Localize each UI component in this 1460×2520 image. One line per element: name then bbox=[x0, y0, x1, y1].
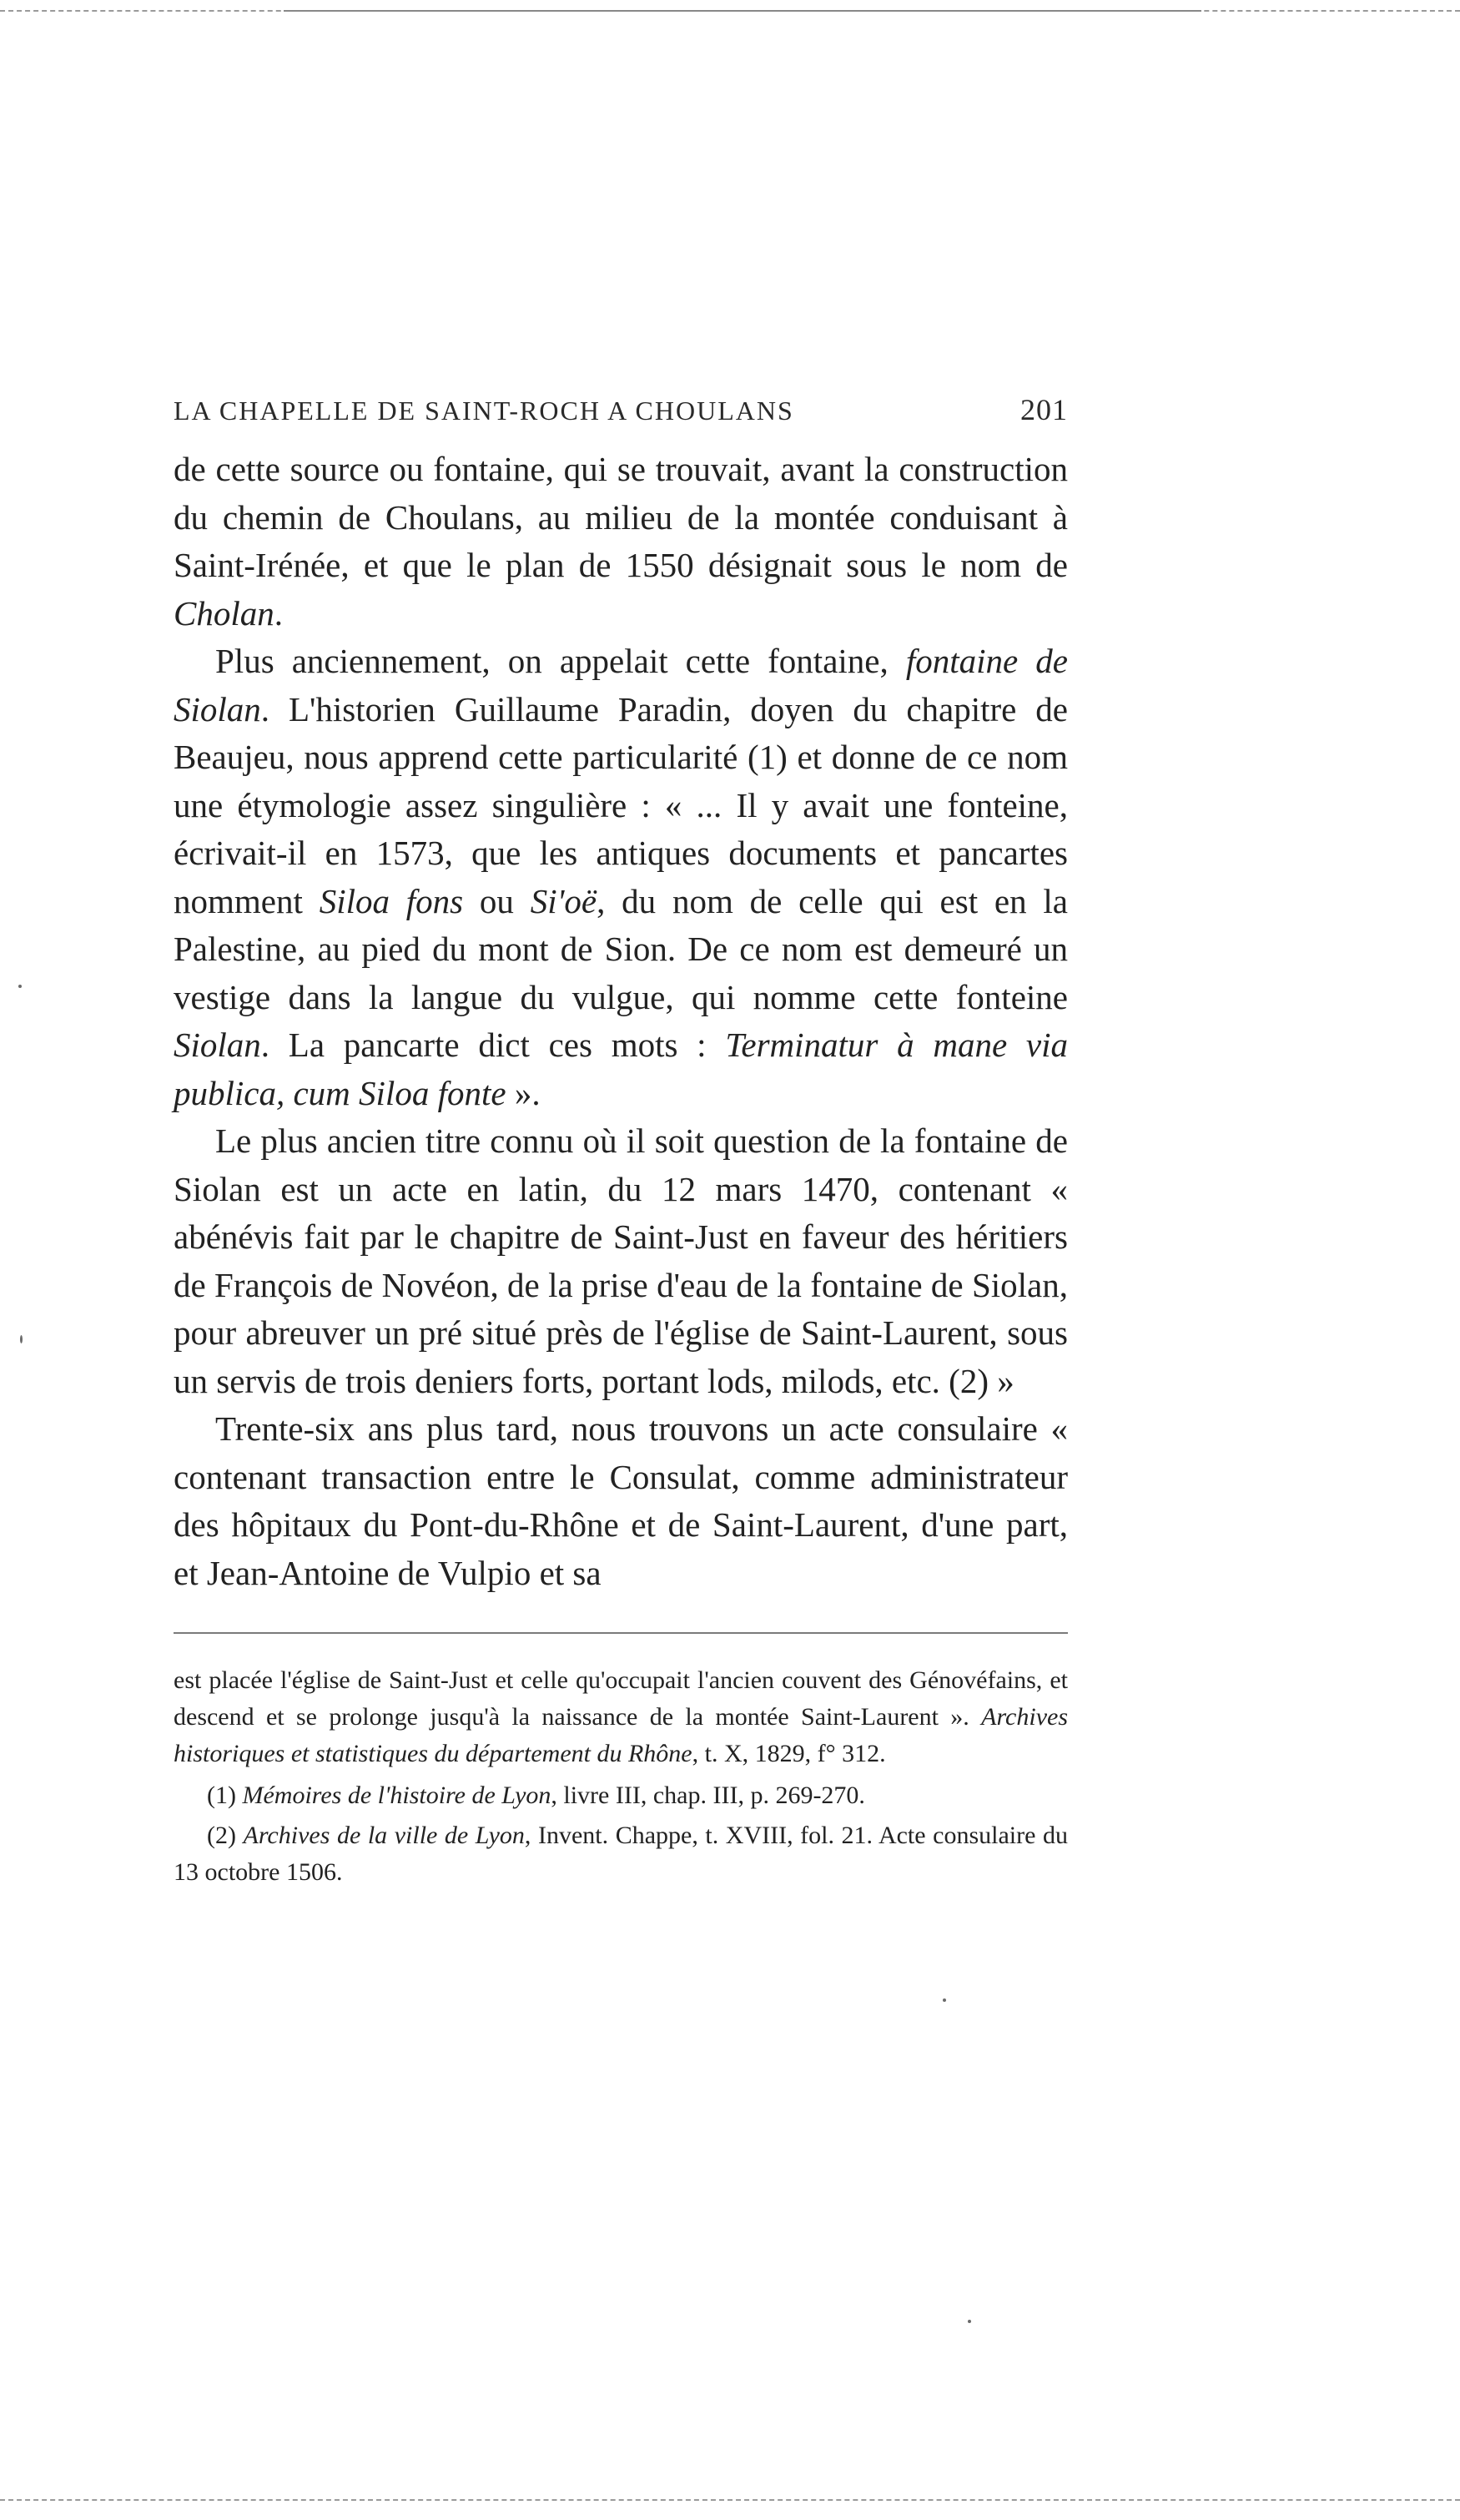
italic-run: fontaine de Siolan bbox=[174, 642, 1068, 728]
scan-speck bbox=[943, 1998, 946, 2002]
text-run: , Invent. Chappe, t. XVIII, fol. 21. Acte consulaire du 13 octobre 1506. bbox=[174, 1822, 1068, 1886]
italic-run: Si'oë bbox=[530, 881, 597, 920]
text-run: ». bbox=[506, 1073, 541, 1112]
text-run: , t. X, 1829, f° 312. bbox=[692, 1740, 886, 1767]
text-run: . L'historien Guillaume Paradin, doyen du chapitre de Beaujeu, nous apprend cette particularité (1) et donne de ce nom une étymologie assez singulière : « ... Il y avait une fonteine, écrivait-il en 1573, que les antiques documents et pancartes nomment bbox=[174, 689, 1068, 920]
italic-run: Siloa fons bbox=[319, 881, 464, 920]
running-head bbox=[174, 392, 1068, 427]
italic-run: Terminatur à mane via publica, cum Siloa fonte bbox=[174, 1026, 1069, 1112]
footnote-rule bbox=[174, 1632, 1068, 1634]
text-run: , du nom de celle qui est en la Palestine, au pied du mont de Sion. De ce nom est demeuré un vestige dans la langue du vulgue, qui nomme cette fonteine bbox=[174, 881, 1069, 1016]
italic-run: Siolan bbox=[174, 1026, 261, 1064]
footnote-marker: (1) bbox=[207, 1782, 243, 1809]
paragraph-1 bbox=[174, 446, 1068, 638]
italic-run: Mémoires de l'histoire de Lyon bbox=[242, 1782, 551, 1809]
text-run: . bbox=[274, 593, 283, 633]
page-number: 201 bbox=[1020, 393, 1068, 426]
body-text bbox=[174, 446, 1068, 1597]
scan-speck bbox=[968, 2320, 971, 2323]
text-run: ou bbox=[463, 881, 531, 920]
scan-top-line bbox=[284, 10, 1201, 12]
paragraph-4: Trente-six ans plus tard, nous trouvons un acte consulaire « contenant transaction entre le Consulat, comme administrateur des hôpitaux du Pont-du-Rhône et de Saint-Laurent, d'une part, et Jean-Antoine de Vulpio et sa bbox=[174, 1409, 1068, 1592]
footnote-2 bbox=[174, 1817, 1068, 1891]
paragraph-3: Le plus ancien titre connu où il soit question de la fontaine de Siolan est un acte en latin, du 12 mars 1470, contenant « abénévis fait par le chapitre de Saint-Just en faveur des héritiers de François de Novéon, de la prise d'eau de la fontaine de Siolan, pour abreuver un pré situé près de l'église de Saint-Laurent, sous un servis de trois deniers forts, portant lods, milods, etc. (2) » bbox=[174, 1121, 1068, 1400]
page-content bbox=[174, 392, 1068, 1891]
italic-run: Cholan bbox=[174, 593, 274, 633]
text-run: , livre III, chap. III, p. 269-270. bbox=[551, 1782, 865, 1809]
footnote-continued bbox=[174, 1662, 1068, 1772]
italic-run: Archives historiques et statistiques du département du Rhône bbox=[174, 1703, 1068, 1767]
italic-run: Archives de la ville de Lyon bbox=[243, 1822, 525, 1849]
scan-speck bbox=[20, 1335, 23, 1343]
footnote-1 bbox=[174, 1777, 1068, 1814]
text-run: Plus anciennement, on appelait cette fontaine, bbox=[215, 642, 906, 680]
footnotes bbox=[174, 1662, 1068, 1891]
footnote-marker: (2) bbox=[207, 1822, 244, 1849]
text-run: est placée l'église de Saint-Just et celle qu'occupait l'ancien couvent des Génovéfains, et descend et se prolonge jusqu'à la naissance de la montée Saint-Laurent ». bbox=[174, 1666, 1068, 1731]
paragraph-2 bbox=[174, 638, 1068, 1117]
text-run: . La pancarte dict ces mots : bbox=[260, 1026, 726, 1064]
scan-speck bbox=[18, 985, 22, 988]
text-run: de cette source ou fontaine, qui se trouvait, avant la construction du chemin de Choulans, au milieu de la montée conduisant à Saint-Irénée, et que le plan de 1550 désignait sous le nom de bbox=[174, 450, 1068, 584]
scan-bottom-edge bbox=[0, 2499, 1460, 2502]
running-head-title: LA CHAPELLE DE SAINT-ROCH A CHOULANS bbox=[174, 396, 794, 426]
